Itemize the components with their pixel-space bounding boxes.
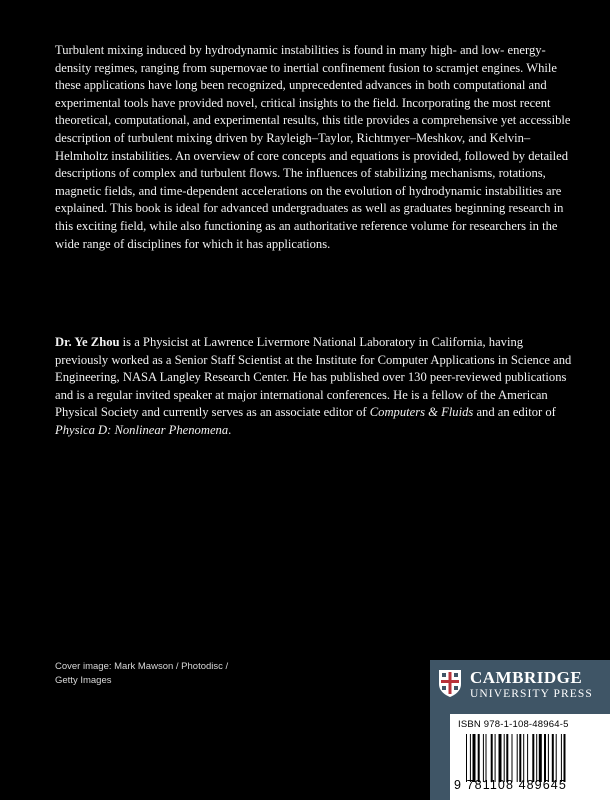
barcode — [464, 734, 604, 782]
isbn-label: ISBN 978-1-108-48964-5 — [458, 719, 569, 730]
publisher-name: CAMBRIDGE — [470, 668, 583, 687]
author-bio-text-2: and an editor of — [473, 405, 556, 420]
barcode-box — [450, 714, 610, 800]
publisher-subtitle: UNIVERSITY PRESS — [470, 688, 593, 700]
journal-title-2: Physica D: Nonlinear Phenomena — [55, 422, 229, 437]
barcode-digits: 9 781108 489645 — [454, 778, 567, 792]
shield-icon — [438, 669, 462, 698]
author-bio-text-1: is a Physicist at Lawrence Livermore National Laboratory in California, having previously worked as a Senior Staff Scientist at the Institute for Computer Applications in Science and Engineering, NASA Langley Research Center. He has published over 130 peer-reviewed publications and is a regular invited speaker at major international conferences. He is a fellow of the American Physical Society and currently serves as an associate editor of — [55, 335, 572, 420]
author-bio-text-3: . — [228, 422, 232, 437]
journal-title-1: Computers & Fluids — [369, 405, 474, 420]
author-bio — [55, 334, 575, 440]
publisher-panel — [430, 660, 610, 800]
book-description: Turbulent mixing induced by hydrodynamic instabilities is found in many high- and low- energy-density regimes, ranging from supernovae to inertial confinement fusion to scramjet engines. While these applications have long been recognized, unprecedented advances in both computational and experimental tools have provided novel, critical insights to the field. Incorporating the most recent theoretical, computational, and experimental results, this title provides a comprehensive yet accessible description of turbulent mixing driven by Rayleigh–Taylor, Richtmyer–Meshkov, and Kelvin–Helmholtz instabilities. An overview of core concepts and equations is provided, followed by detailed descriptions of complex and turbulent flows. The influences of stabilizing mechanisms, rotations, magnetic fields, and time-dependent accelerations on the evolution of hydrodynamic instabilities are explained. This book is ideal for advanced undergraduates as well as graduates beginning research in this exciting field, while also functioning as an authoritative reference volume for researchers in the wide range of disciplines for which it has applications. — [55, 43, 571, 251]
author-name: Dr. Ye Zhou — [55, 335, 120, 349]
cover-image-credit: Cover image: Mark Mawson / Photodisc / Getty Images — [55, 661, 229, 686]
